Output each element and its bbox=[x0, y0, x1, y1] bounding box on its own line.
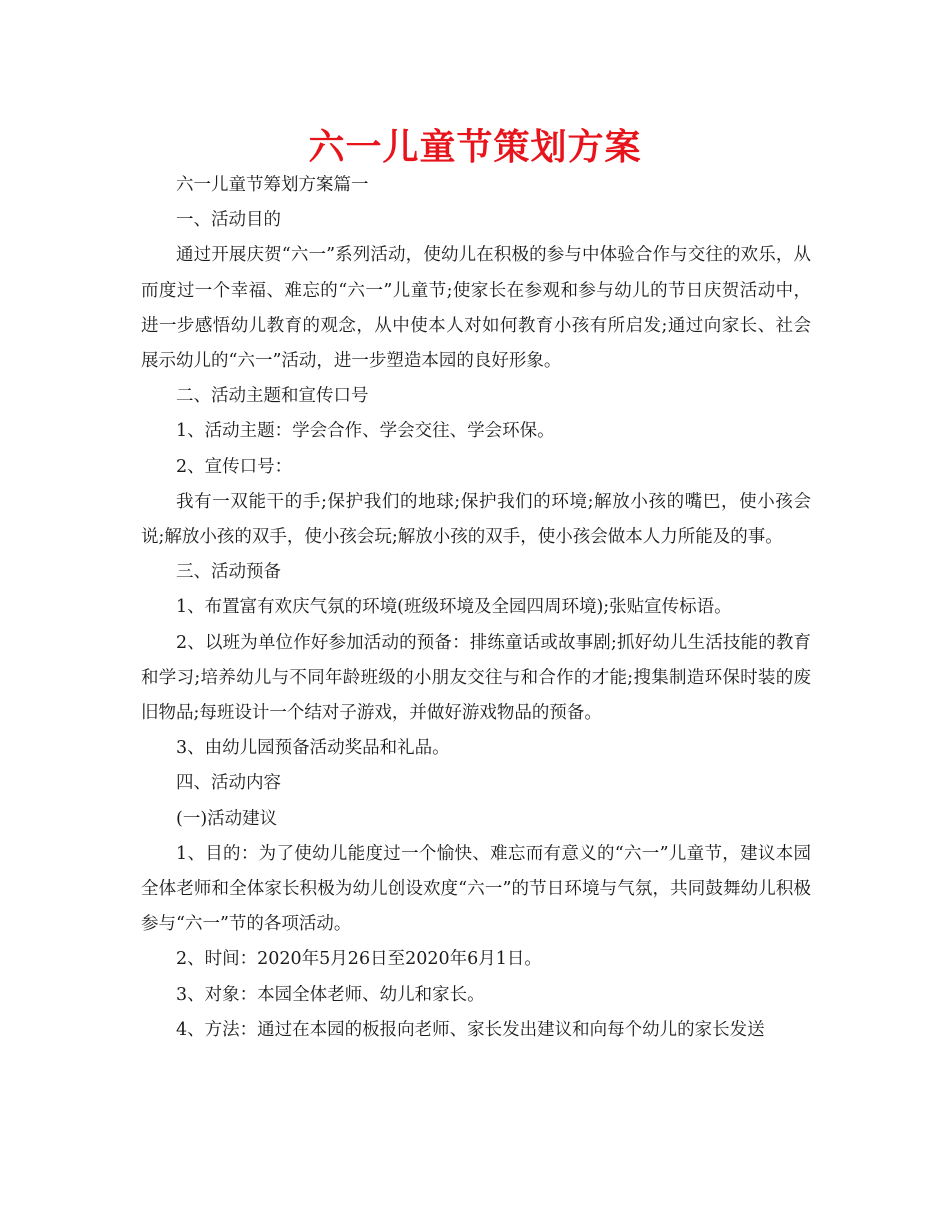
paragraph: 3、由幼儿园预备活动奖品和礼品。 bbox=[176, 738, 450, 759]
paragraph: 2、时间：2020年5月26日至2020年6月1日。 bbox=[176, 949, 542, 970]
section-heading-3: 三、活动预备 bbox=[176, 562, 281, 583]
paragraph: 2、宣传口号： bbox=[176, 456, 293, 477]
document-title: 六一儿童节策划方案 bbox=[308, 127, 642, 168]
subsection-heading: (一)活动建议 bbox=[176, 808, 278, 829]
paragraph: 1、活动主题：学会合作、学会交往、学会环保。 bbox=[176, 421, 555, 442]
document-body bbox=[141, 168, 811, 1048]
paragraph: 3、对象：本园全体老师、幼儿和家长。 bbox=[176, 984, 485, 1005]
paragraph: 通过开展庆贺“六一”系列活动，使幼儿在积极的参与中体验合作与交往的欢乐，从而度过一个幸福、难忘的“六一”儿童节;使家长在参观和参与幼儿的节日庆贺活动中，进一步感悟幼儿教育的观念，从中使本人对如何教育小孩有所启发;通过向家长、社会展示幼儿的“六一”活动，进一步塑造本园的良好形象。 bbox=[141, 245, 811, 372]
paragraph: 1、目的：为了使幼儿能度过一个愉快、难忘而有意义的“六一”儿童节，建议本园全体老师和全体家长积极为幼儿创设欢度“六一”的节日环境与气氛，共同鼓舞幼儿积极参与“六一”节的各项活动。 bbox=[141, 843, 811, 935]
section-heading-1: 一、活动目的 bbox=[176, 210, 281, 231]
section-heading-4: 四、活动内容 bbox=[176, 773, 281, 794]
paragraph: 1、布置富有欢庆气氛的环境(班级环境及全园四周环境);张贴宣传标语。 bbox=[176, 597, 732, 618]
paragraph-subtitle: 六一儿童节筹划方案篇一 bbox=[176, 175, 369, 195]
paragraph: 我有一双能干的手;保护我们的地球;保护我们的环境;解放小孩的嘴巴，使小孩会说;解放小孩的双手，使小孩会玩;解放小孩的双手，使小孩会做本人力所能及的事。 bbox=[141, 491, 811, 548]
paragraph: 2、以班为单位作好参加活动的预备：排练童话或故事剧;抓好幼儿生活技能的教育和学习;培养幼儿与不同年龄班级的小朋友交往与和合作的才能;搜集制造环保时装的废旧物品;每班设计一个结对子游戏，并做好游戏物品的预备。 bbox=[141, 632, 811, 724]
paragraph: 4、方法：通过在本园的板报向老师、家长发出建议和向每个幼儿的家长发送 bbox=[176, 1019, 765, 1040]
section-heading-2: 二、活动主题和宣传口号 bbox=[176, 386, 369, 407]
